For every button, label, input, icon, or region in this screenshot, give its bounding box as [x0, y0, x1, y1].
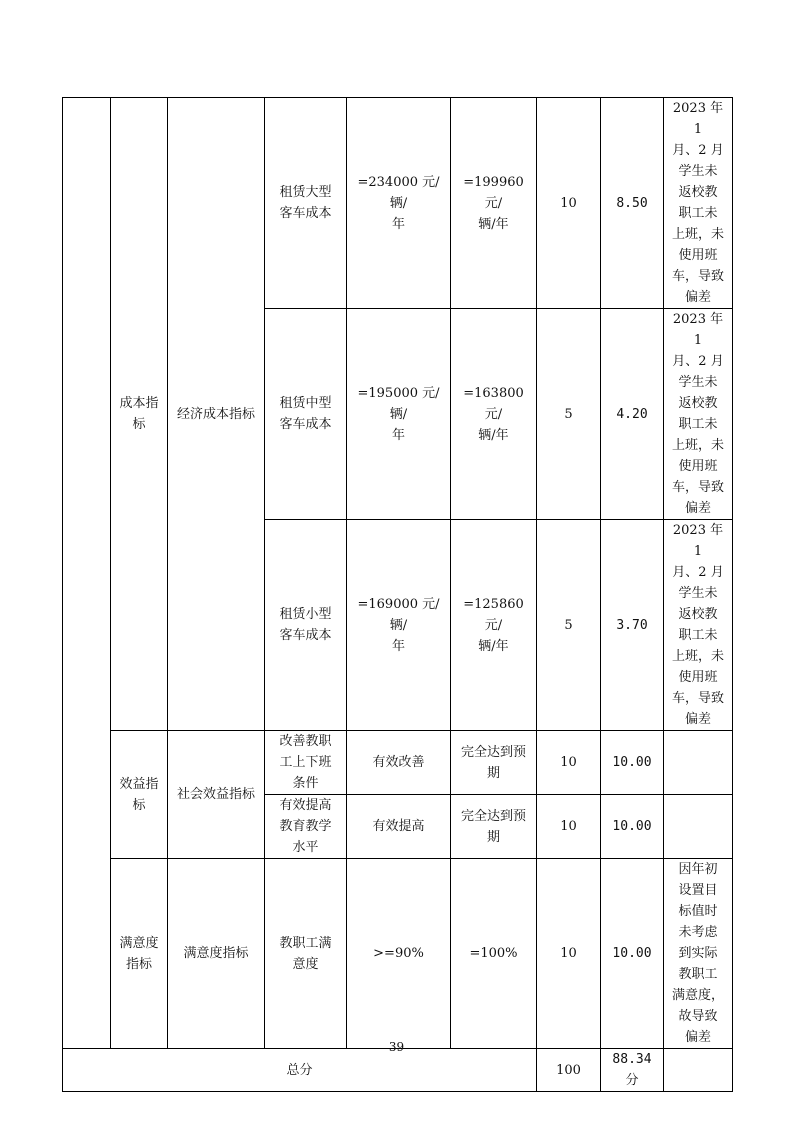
actual-cell: 完全达到预 期 [451, 795, 537, 859]
target-cell: 有效提高 [347, 795, 451, 859]
indicator-cell: 教职工满 意度 [265, 859, 347, 1049]
weight-cell: 5 [537, 520, 601, 731]
target-cell: =169000 元/辆/ 年 [347, 520, 451, 731]
page-number: 39 [388, 1040, 405, 1054]
actual-cell: =125860 元/ 辆/年 [451, 520, 537, 731]
subcategory-cell: 经济成本指标 [168, 98, 265, 731]
table-row [63, 731, 733, 795]
score-cell: 10.00 [601, 795, 664, 859]
total-row [63, 1049, 733, 1092]
weight-cell: 10 [537, 859, 601, 1049]
note-cell [664, 731, 733, 795]
actual-cell: =100% [451, 859, 537, 1049]
total-score: 88.34 分 [601, 1049, 664, 1092]
weight-cell: 5 [537, 309, 601, 520]
category-cell: 满意度 指标 [111, 859, 168, 1049]
indicator-cell: 租赁中型 客车成本 [265, 309, 347, 520]
note-cell: 2023 年 1 月、2 月 学生未 返校教 职工未 上班，未 使用班 车，导致 偏差 [664, 98, 733, 309]
note-cell [664, 795, 733, 859]
outer-category-cell [63, 98, 111, 1049]
total-label: 总分 [63, 1049, 537, 1092]
score-cell: 8.50 [601, 98, 664, 309]
total-note [664, 1049, 733, 1092]
indicator-cell: 有效提高 教育教学 水平 [265, 795, 347, 859]
score-cell: 10.00 [601, 731, 664, 795]
score-cell: 3.70 [601, 520, 664, 731]
actual-cell: 完全达到预 期 [451, 731, 537, 795]
target-cell: =234000 元/辆/ 年 [347, 98, 451, 309]
score-cell: 10.00 [601, 859, 664, 1049]
note-cell: 2023 年 1 月、2 月 学生未 返校教 职工未 上班，未 使用班 车，导致 偏差 [664, 520, 733, 731]
category-cell: 效益指 标 [111, 731, 168, 859]
weight-cell: 10 [537, 795, 601, 859]
target-cell: =195000 元/辆/ 年 [347, 309, 451, 520]
table-row [63, 98, 733, 309]
score-cell: 4.20 [601, 309, 664, 520]
indicator-cell: 改善教职 工上下班 条件 [265, 731, 347, 795]
total-weight: 100 [537, 1049, 601, 1092]
subcategory-cell: 社会效益指标 [168, 731, 265, 859]
actual-cell: =163800 元/ 辆/年 [451, 309, 537, 520]
subcategory-cell: 满意度指标 [168, 859, 265, 1049]
actual-cell: =199960 元/ 辆/年 [451, 98, 537, 309]
target-cell: 有效改善 [347, 731, 451, 795]
note-cell: 因年初 设置目 标值时 未考虑 到实际 教职工 满意度， 故导致 偏差 [664, 859, 733, 1049]
indicator-cell: 租赁小型 客车成本 [265, 520, 347, 731]
indicator-cell: 租赁大型 客车成本 [265, 98, 347, 309]
weight-cell: 10 [537, 731, 601, 795]
category-cell: 成本指 标 [111, 98, 168, 731]
target-cell: >=90% [347, 859, 451, 1049]
weight-cell: 10 [537, 98, 601, 309]
table-row [63, 859, 733, 1049]
note-cell: 2023 年 1 月、2 月 学生未 返校教 职工未 上班，未 使用班 车，导致 偏差 [664, 309, 733, 520]
performance-table [62, 97, 733, 1092]
